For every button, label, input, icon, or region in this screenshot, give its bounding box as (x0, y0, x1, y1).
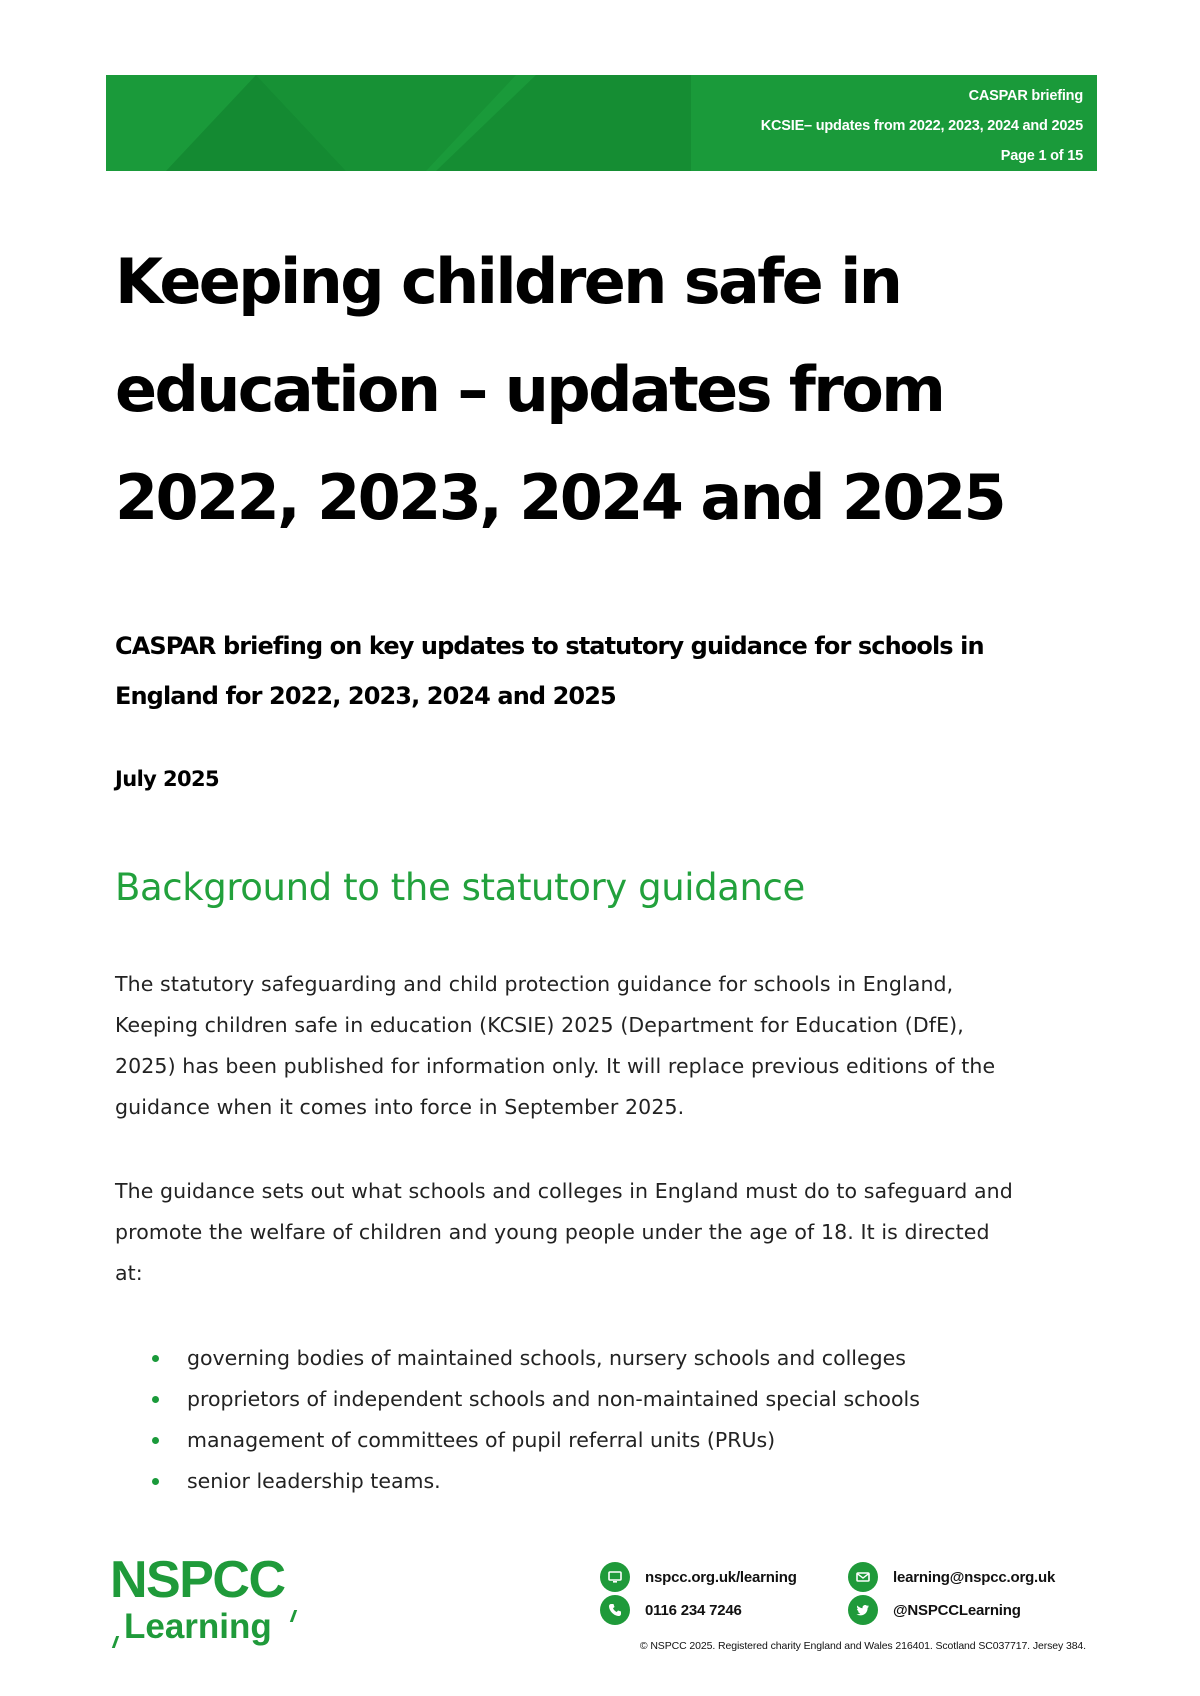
publication-date: July 2025 (115, 767, 220, 791)
phone-number[interactable]: 0116 234 7246 (645, 1601, 742, 1619)
list-item-text: management of committees of pupil referral units (PRUs) (187, 1428, 776, 1452)
paragraph-line: guidance when it comes into force in September 2025. (115, 1095, 685, 1119)
section-heading: Background to the statutory guidance (115, 866, 805, 909)
paragraph-line: at: (115, 1261, 143, 1285)
title-line: education – updates from (115, 353, 944, 426)
contact-twitter[interactable] (848, 1595, 1021, 1625)
list-item (115, 1461, 920, 1502)
website-link[interactable]: nspcc.org.uk/learning (645, 1568, 797, 1586)
list-item-text: governing bodies of maintained schools, nursery schools and colleges (187, 1346, 906, 1370)
header-text (761, 81, 1083, 171)
email-link[interactable]: learning@nspcc.org.uk (893, 1568, 1056, 1586)
header-band (106, 75, 1097, 171)
paragraph-line: The statutory safeguarding and child protection guidance for schools in England, (115, 972, 954, 996)
list-item-text: proprietors of independent schools and non-maintained special schools (187, 1387, 920, 1411)
header-doc-title: KCSIE– updates from 2022, 2023, 2024 and 2025 (760, 118, 1083, 134)
paragraph-1 (115, 964, 1105, 1128)
paragraph-2 (115, 1171, 1105, 1294)
paragraph-line: Keeping children safe in education (KCSIE) 2025 (Department for Education (DfE), (115, 1013, 964, 1037)
contact-website[interactable] (600, 1562, 797, 1592)
bullet-icon (152, 1355, 159, 1362)
logo-wordmark: NSPCC (110, 1551, 285, 1609)
list-item-text: senior leadership teams. (187, 1469, 441, 1493)
list-item (115, 1338, 920, 1379)
paragraph-line: 2025) has been published for information only. It will replace previous editions of the (115, 1054, 996, 1078)
bullet-icon (152, 1437, 159, 1444)
twitter-handle[interactable]: @NSPCCLearning (893, 1601, 1021, 1619)
phone-icon (600, 1595, 630, 1625)
audience-list (115, 1338, 920, 1502)
twitter-icon (848, 1595, 878, 1625)
header-doc-type: CASPAR briefing (968, 88, 1083, 104)
contact-email[interactable] (848, 1562, 1055, 1592)
page-title (115, 228, 1115, 552)
email-icon (848, 1562, 878, 1592)
bullet-icon (152, 1478, 159, 1485)
copyright-notice: © NSPCC 2025. Registered charity England and Wales 216401. Scotland SC037717. Jersey 384. (639, 1640, 1086, 1652)
title-line: 2022, 2023, 2024 and 2025 (115, 461, 1005, 534)
monitor-icon (600, 1562, 630, 1592)
header-page-number: Page 1 of 15 (1000, 148, 1083, 164)
subtitle-line: CASPAR briefing on key updates to statutory guidance for schools in (115, 632, 984, 660)
nspcc-learning-logo (110, 1552, 285, 1646)
paragraph-line: promote the welfare of children and young people under the age of 18. It is directed (115, 1220, 990, 1244)
page-subtitle (115, 621, 1095, 721)
logo-subtitle: Learning (124, 1608, 285, 1646)
title-line: Keeping children safe in (115, 245, 901, 318)
paragraph-line: The guidance sets out what schools and colleges in England must do to safeguard and (115, 1179, 1013, 1203)
subtitle-line: England for 2022, 2023, 2024 and 2025 (115, 682, 616, 710)
bullet-icon (152, 1396, 159, 1403)
list-item (115, 1379, 920, 1420)
contact-phone[interactable] (600, 1595, 742, 1625)
list-item (115, 1420, 920, 1461)
